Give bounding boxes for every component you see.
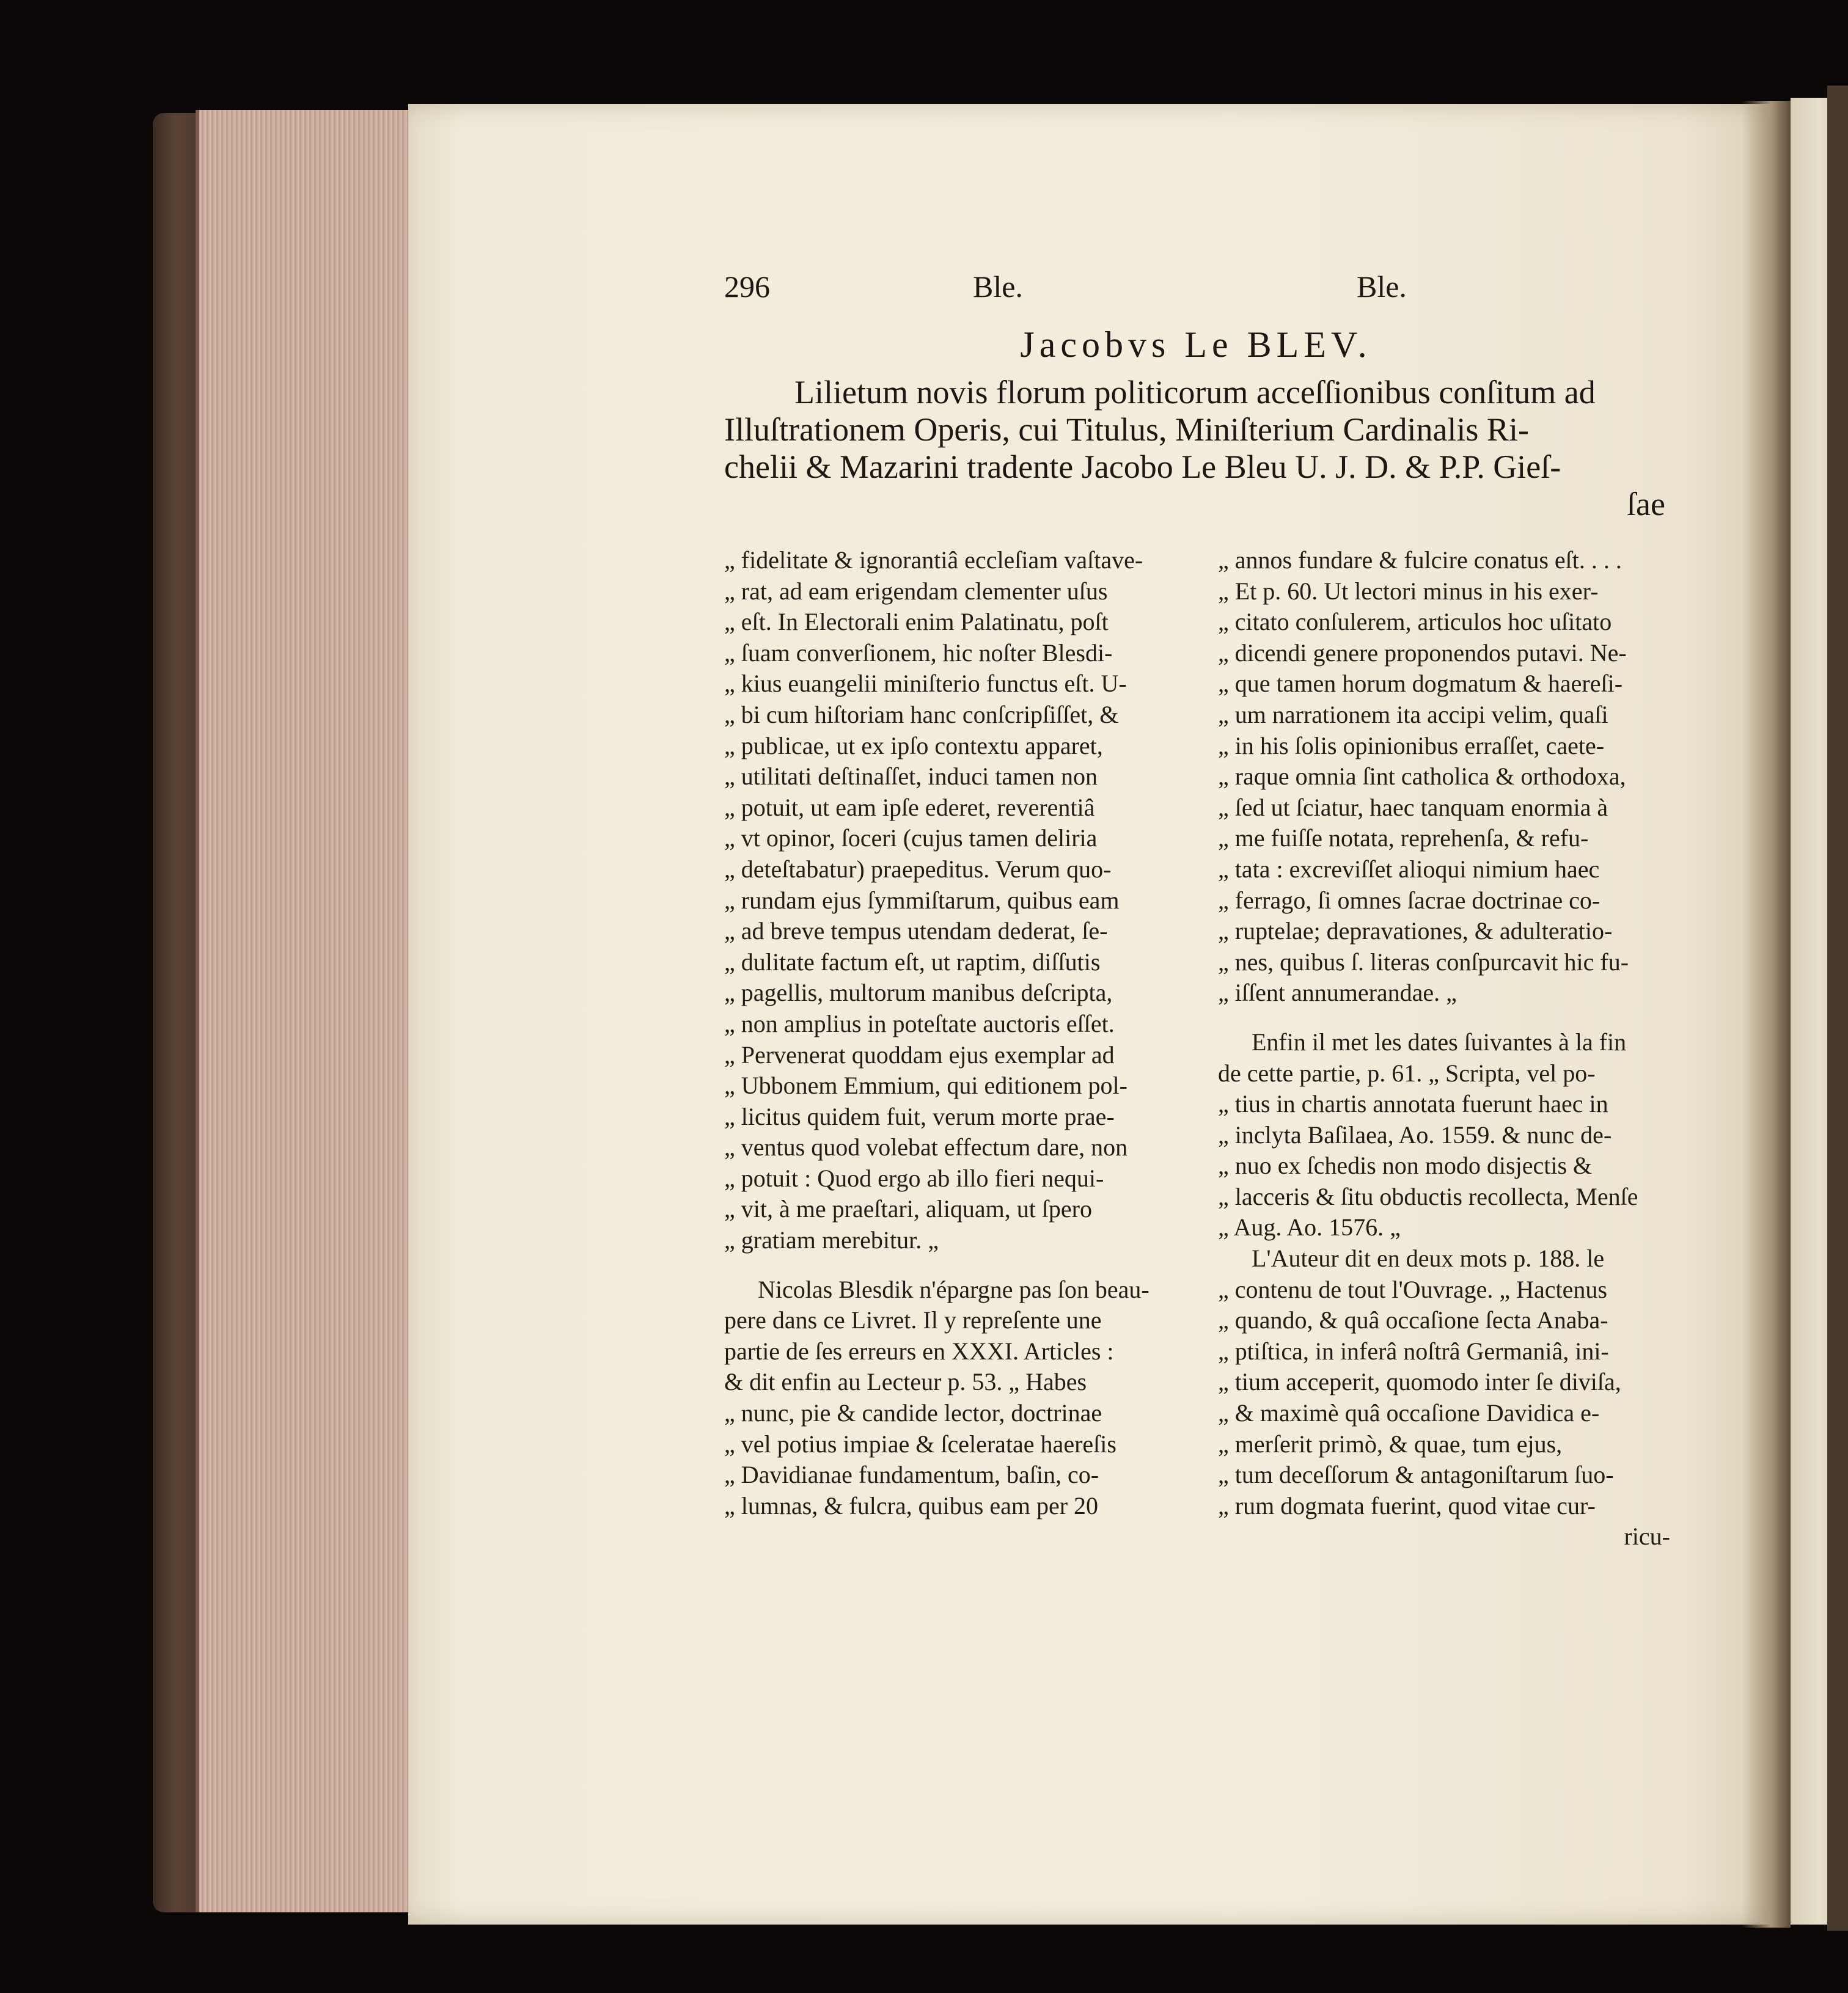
text-line: „ rat, ad eam erigendam clementer uſus (724, 577, 1108, 605)
text-line: & dit enfin au Lecteur p. 53. „ Habes (724, 1368, 1087, 1396)
text-line: „ me fuiſſe notata, reprehenſa, & refu- (1218, 824, 1589, 852)
text-line: „ rum dogmata fuerint, quod vitae cur- (1218, 1491, 1596, 1519)
entry-description (724, 374, 1665, 523)
entry-line: chelii & Mazarini tradente Jacobo Le Bleu U. J. D. & P.P. Gieſ- (724, 448, 1561, 485)
text-line: „ um narrationem ita accipi velim, quaſi (1218, 700, 1608, 728)
text-line: „ vel potius impiae & ſceleratae haereſis (724, 1430, 1116, 1458)
text-line: „ nuo ex ſchedis non modo disjectis & (1218, 1152, 1593, 1180)
running-head-left: Ble. (973, 269, 1023, 304)
text-line: „ rundam ejus ſymmiſtarum, quibus eam (724, 886, 1120, 914)
text-line: „ Et p. 60. Ut lectori minus in his exer- (1218, 577, 1599, 605)
text-line: „ tius in chartis annotata fuerunt haec in (1218, 1090, 1608, 1118)
right-column (1218, 545, 1670, 1552)
left-column (724, 545, 1182, 1521)
text-line: „ fidelitate & ignorantiâ eccleſiam vaſtave- (724, 546, 1143, 574)
text-line: „ kius euangelii miniſterio functus eſt. U- (724, 670, 1127, 698)
text-line: „ potuit, ut eam ipſe ederet, reverentiâ (724, 793, 1095, 821)
text-line: „ dulitate factum eſt, ut raptim, diſſutis (724, 948, 1101, 976)
entry-line: Lilietum novis florum politicorum acceſſionibus conſitum ad (794, 374, 1596, 411)
text-line: „ potuit : Quod ergo ab illo fieri nequi- (724, 1164, 1104, 1192)
text-line: „ licitus quidem fuit, verum morte prae- (724, 1102, 1115, 1130)
text-line: „ eſt. In Electorali enim Palatinatu, poſt (724, 608, 1109, 636)
text-line: „ tata : excreviſſet alioqui nimium haec (1218, 855, 1600, 883)
page-number: 296 (724, 269, 770, 304)
text-line: „ raque omnia ſint catholica & orthodoxa, (1218, 762, 1626, 791)
text-line: „ non amplius in poteſtate auctoris eſſet. (724, 1009, 1115, 1037)
text-line: „ que tamen horum dogmatum & haereſi- (1218, 670, 1623, 698)
text-line: „ contenu de tout l'Ouvrage. „ Hactenus (1218, 1275, 1607, 1303)
text-line: „ ſuam converſionem, hic noſter Blesdi- (724, 638, 1113, 667)
text-line: „ citato conſulerem, articulos hoc uſitato (1218, 608, 1612, 636)
text-line: „ Pervenerat quoddam ejus exemplar ad (724, 1040, 1115, 1069)
text-line: „ nes, quibus ſ. literas conſpurcavit hic fu- (1218, 948, 1629, 976)
text-line: „ lacceris & ſitu obductis recollecta, Menſe (1218, 1182, 1638, 1210)
text-line: „ ruptelae; depravationes, & adulteratio- (1218, 917, 1613, 945)
text-line: „ ventus quod volebat effectum dare, non (724, 1133, 1128, 1161)
text-line: „ pagellis, multorum manibus deſcripta, (724, 979, 1113, 1007)
entry-line: ſae (1627, 486, 1665, 522)
text-line: „ ptiſtica, in inferâ noſtrâ Germaniâ, ini- (1218, 1337, 1609, 1365)
text-line: „ lumnas, & fulcra, quibus eam per 20 (724, 1491, 1099, 1519)
text-line: partie de ſes erreurs en XXXI. Articles : (724, 1337, 1114, 1365)
text-line: „ tum deceſſorum & antagoniſtarum ſuo- (1218, 1461, 1614, 1489)
catchword: ricu- (1624, 1523, 1670, 1551)
text-line: „ dicendi genere proponendos putavi. Ne- (1218, 638, 1627, 667)
text-line: „ bi cum hiſtoriam hanc conſcripſiſſet, & (724, 700, 1119, 728)
entry-line: Illuſtrationem Operis, cui Titulus, Miniſterium Cardinalis Ri- (724, 411, 1529, 448)
text-line: „ ad breve tempus utendam dederat, ſe- (724, 917, 1108, 945)
text-line: „ nunc, pie & candide lector, doctrinae (724, 1399, 1102, 1427)
text-line: „ tium acceperit, quomodo inter ſe diviſa, (1218, 1368, 1621, 1396)
text-line: „ vit, à me praeſtari, aliquam, ut ſpero (724, 1195, 1092, 1223)
text-line: Enfin il met les dates ſuivantes à la fin (1252, 1028, 1627, 1056)
text-line: „ ſed ut ſciatur, haec tanquam enormia à (1218, 793, 1608, 821)
paragraph-gap (724, 1256, 1182, 1274)
text-line: „ utilitati deſtinaſſet, induci tamen non (724, 762, 1098, 791)
text-line: „ merſerit primò, & quae, tum ejus, (1218, 1430, 1563, 1458)
text-line: pere dans ce Livret. Il y repreſente une (724, 1306, 1102, 1334)
book-cover-right (1827, 86, 1848, 1931)
text-line: „ ferrago, ſi omnes ſacrae doctrinae co- (1218, 886, 1601, 914)
paragraph-gap (1218, 1009, 1670, 1027)
text-line: „ iſſent annumerandae. „ (1218, 979, 1457, 1007)
page-gutter (1742, 101, 1791, 1928)
text-line: „ quando, & quâ occaſione ſecta Anaba- (1218, 1306, 1608, 1334)
text-line: „ Ubbonem Emmium, qui editionem pol- (724, 1072, 1128, 1100)
text-line: „ Aug. Ao. 1576. „ (1218, 1213, 1401, 1242)
text-line: „ Davidianae fundamentum, baſin, co- (724, 1461, 1099, 1489)
text-line: „ deteſtabatur) praepeditus. Verum quo- (724, 855, 1112, 883)
page-edges (196, 110, 413, 1912)
entry-title: Jacobvs Le BLEV. (1020, 324, 1372, 365)
text-line: „ vt opinor, ſoceri (cujus tamen deliria (724, 824, 1098, 852)
text-line: „ publicae, ut ex ipſo contextu apparet, (724, 731, 1103, 759)
text-line: „ gratiam merebitur. „ (724, 1226, 939, 1254)
text-line: „ in his ſolis opinionibus erraſſet, caete- (1218, 731, 1605, 759)
text-line: L'Auteur dit en deux mots p. 188. le (1252, 1245, 1605, 1273)
text-line: Nicolas Blesdik n'épargne pas ſon beau- (758, 1275, 1150, 1303)
text-line: „ inclyta Baſilaea, Ao. 1559. & nunc de- (1218, 1121, 1612, 1149)
text-line: de cette partie, p. 61. „ Scripta, vel po- (1218, 1059, 1596, 1087)
running-head-right: Ble. (1357, 269, 1407, 304)
text-line: „ & maximè quâ occaſione Davidica e- (1218, 1399, 1600, 1427)
text-line: „ annos fundare & fulcire conatus eſt. . . . (1218, 546, 1622, 574)
